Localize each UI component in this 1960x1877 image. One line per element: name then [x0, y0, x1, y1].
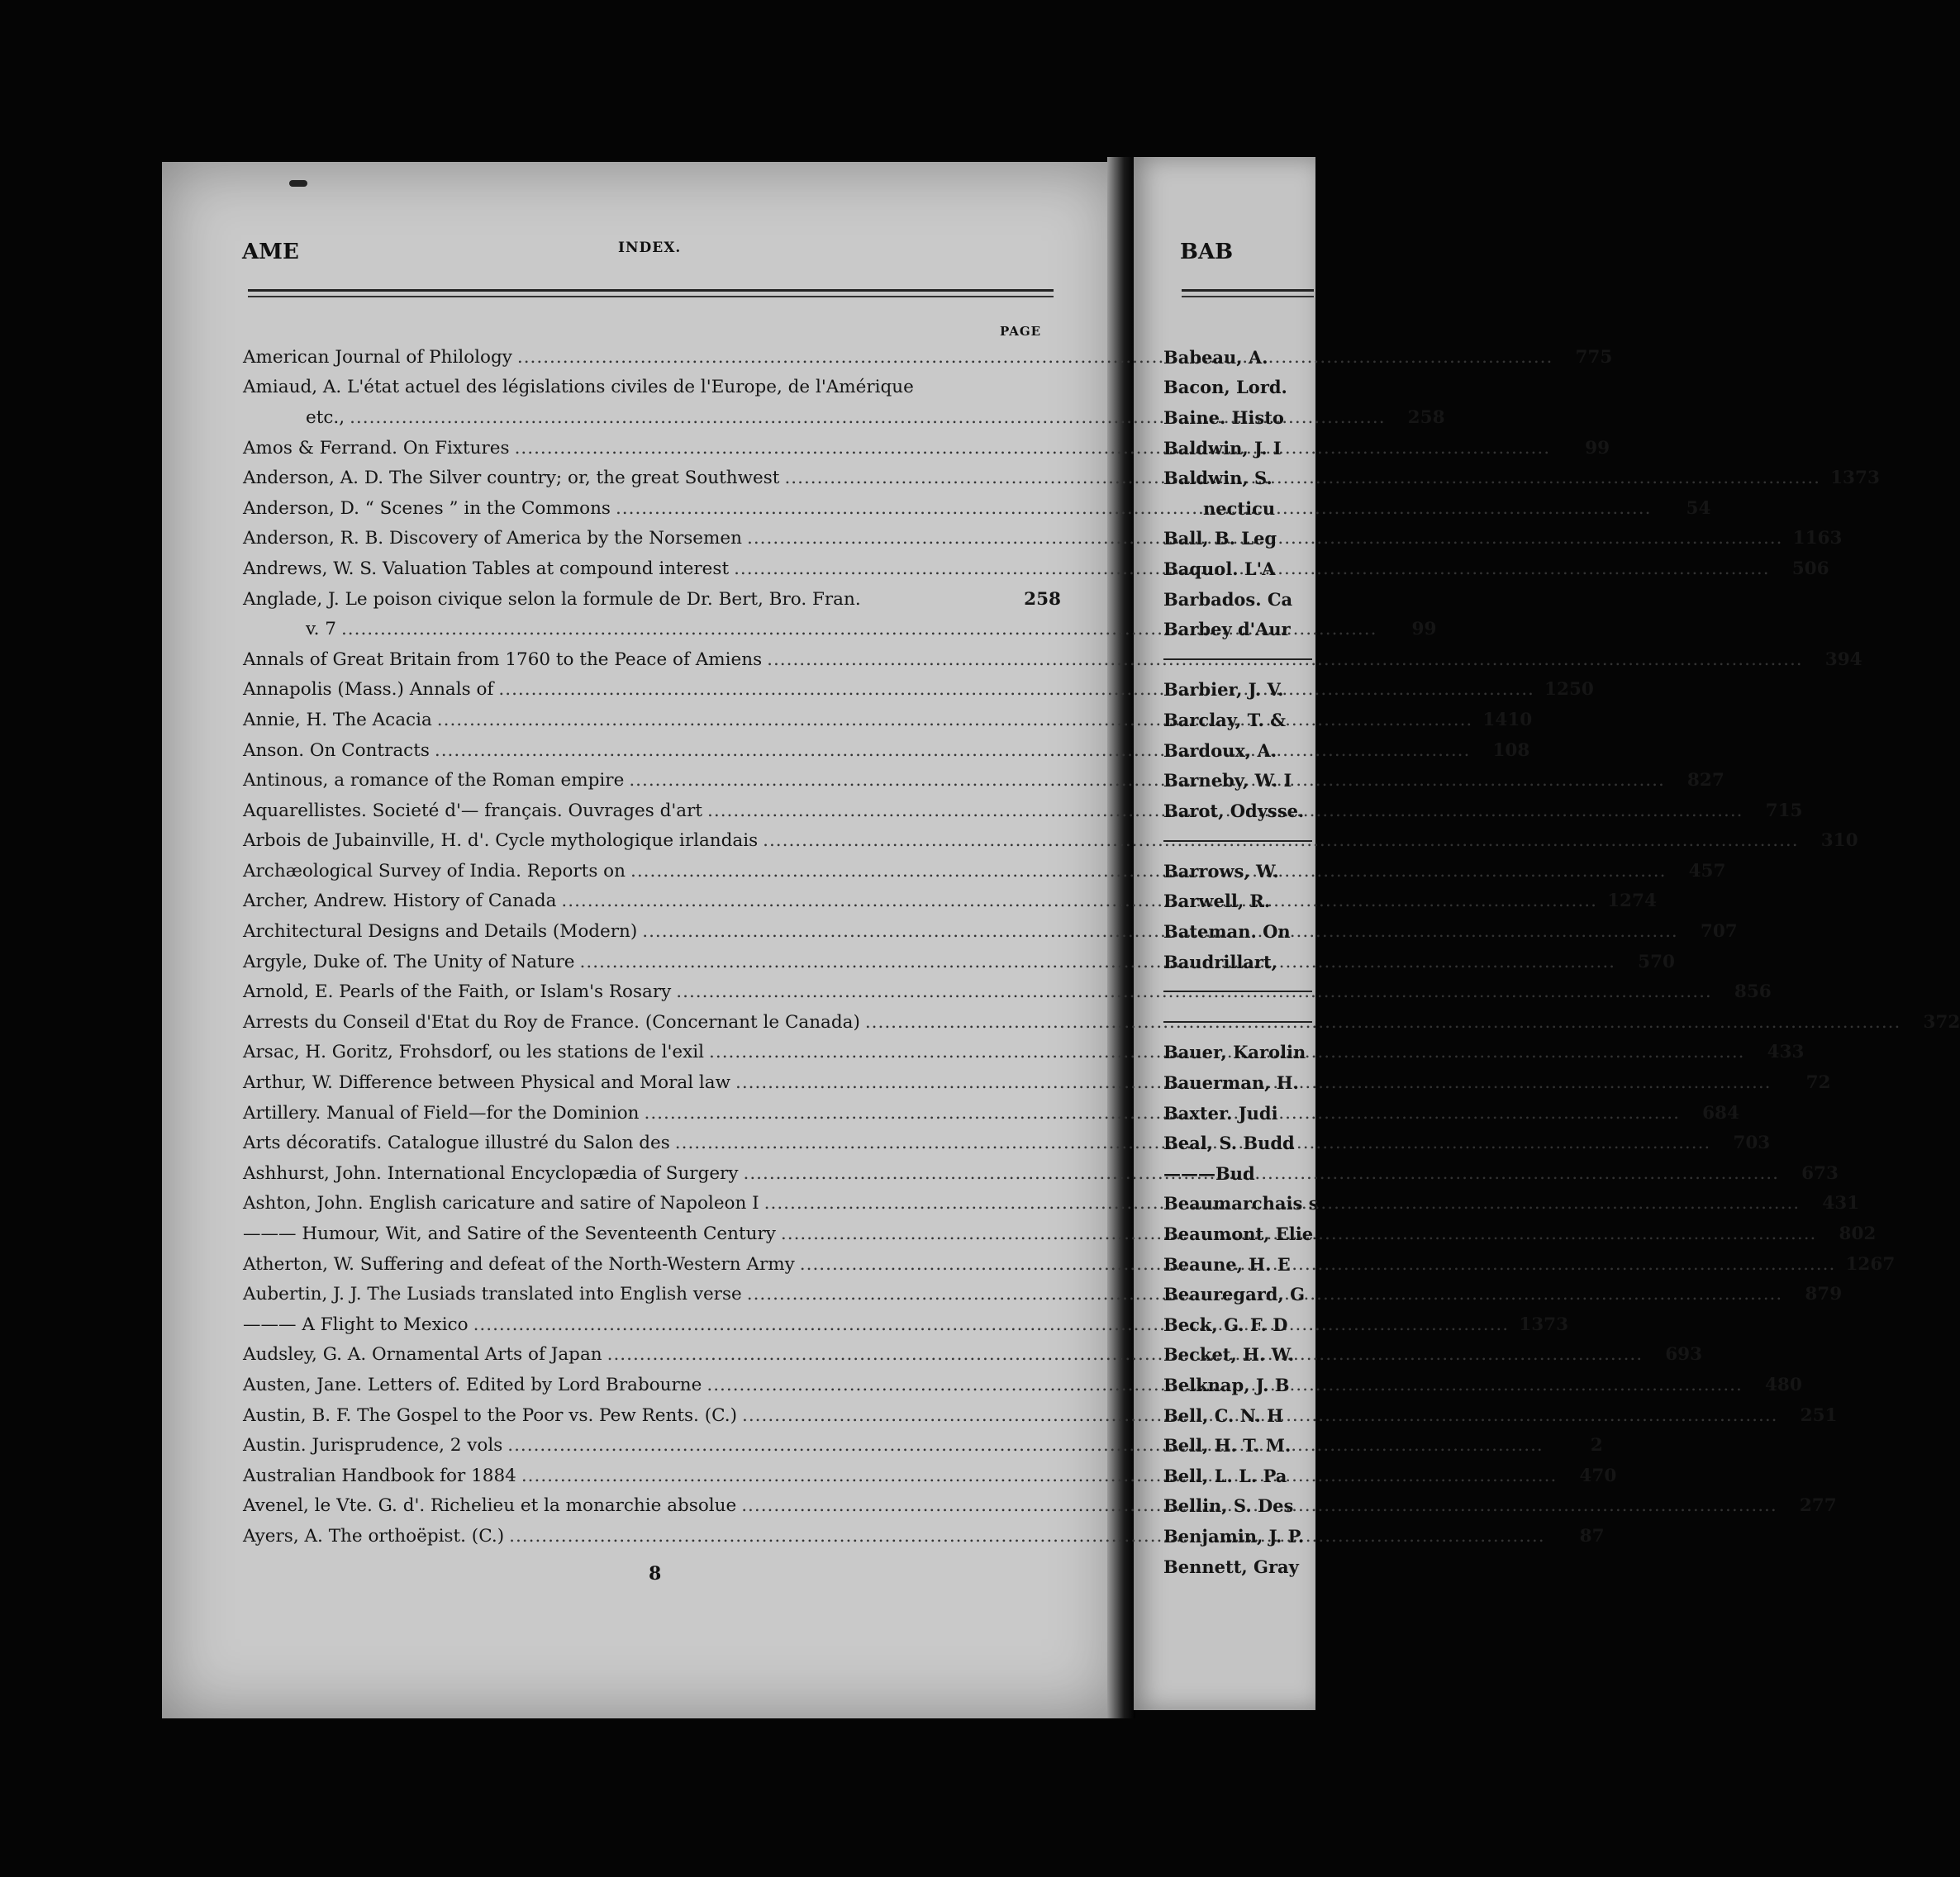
entry-page: 1373	[1519, 1314, 1569, 1335]
header-rule	[1182, 289, 1314, 292]
page-column-label: PAGE	[1000, 324, 1042, 339]
leader-dots	[507, 1435, 1543, 1456]
entry-title: Anderson, R. B. Discovery of America by the Norsemen	[243, 528, 742, 549]
entry-page: 457	[1688, 860, 1726, 881]
right-entry: Ball, B. Leg	[1163, 528, 1277, 549]
entry-page: 431	[1822, 1193, 1860, 1214]
leader-dots	[580, 952, 1615, 972]
right-entry: Bell, H. T. M.	[1163, 1435, 1292, 1456]
leader-dots	[607, 1344, 1643, 1365]
right-entry: Bacon, Lord.	[1163, 377, 1287, 398]
entry-page: 879	[1805, 1284, 1843, 1305]
entry-page: 433	[1767, 1042, 1805, 1063]
entry-title: Avenel, le Vte. G. d'. Richelieu et la monarchie absolue	[243, 1495, 737, 1517]
right-entry: Baudrillart,	[1163, 951, 1277, 972]
entry-title: Arts décoratifs. Catalogue illustré du Salon des	[243, 1133, 670, 1154]
entry-page: 87	[1579, 1525, 1605, 1547]
entry-title: Annie, H. The Acacia	[243, 709, 432, 730]
right-entry: Babeau, A.	[1163, 346, 1268, 368]
entry-page: 1274	[1607, 891, 1657, 912]
entry-title: Anson. On Contracts	[243, 739, 430, 761]
entry-title: Arbois de Jubainville, H. d'. Cycle mythologique irlandais	[243, 830, 759, 852]
entry-page: 54	[1686, 497, 1711, 519]
leader-dots	[630, 861, 1666, 881]
entry-page: 2	[1590, 1435, 1603, 1456]
entry-page: 775	[1575, 346, 1613, 368]
leader-dots	[616, 498, 1651, 519]
entry-title: Anderson, D. “ Scenes ” in the Commons	[243, 497, 611, 519]
entry-title: Amos & Ferrand. On Fixtures	[243, 437, 510, 459]
right-entry: Bellin, S. Des	[1163, 1495, 1294, 1517]
entry-page: 856	[1734, 981, 1772, 1003]
running-head-center: INDEX.	[618, 240, 682, 256]
entry-page: 1373	[1830, 468, 1880, 489]
right-entry: Belknap, J. B	[1163, 1374, 1290, 1395]
entry-title: Atherton, W. Suffering and defeat of the North-Western Army	[243, 1253, 795, 1275]
entry-page: 1163	[1792, 528, 1843, 549]
entry-title: Arthur, W. Difference between Physical and Moral law	[243, 1072, 731, 1094]
entry-page: 707	[1700, 921, 1738, 943]
index-entry	[243, 373, 1061, 403]
right-entry: ———Bud	[1163, 1162, 1255, 1184]
index-entry	[243, 826, 1858, 857]
right-entry: Beal, S. Budd	[1163, 1133, 1295, 1154]
entry-title: Artillery. Manual of Field—for the Dominion	[243, 1102, 640, 1124]
entry-page: 1250	[1544, 679, 1594, 701]
entry-title: Amiaud, A. L'état actuel des législations civiles de l'Europe, de l'Amérique	[243, 377, 914, 398]
entry-page: 394	[1824, 649, 1862, 670]
entry-page: 99	[1411, 619, 1437, 640]
entry-title: Argyle, Duke of. The Unity of Nature	[243, 951, 575, 972]
entry-title: ——— Humour, Wit, and Satire of the Seventeenth Century	[243, 1224, 776, 1245]
right-entry: Barrows, W.	[1163, 860, 1279, 881]
right-entry: Baxter. Judi	[1163, 1102, 1278, 1124]
leader-dots	[865, 1012, 1901, 1033]
entry-title: Austen, Jane. Letters of. Edited by Lord Brabourne	[243, 1374, 702, 1395]
right-entry: Beaumont, Elie	[1163, 1224, 1314, 1245]
ink-speck	[289, 180, 307, 187]
section-rule	[1163, 1007, 1320, 1038]
entry-title: Arnold, E. Pearls of the Faith, or Islam's Rosary	[243, 981, 672, 1003]
right-entry: Barclay, T. &	[1163, 709, 1287, 730]
index-entry	[243, 1007, 1960, 1038]
index-entry	[243, 584, 1061, 615]
entry-title: Arrests du Conseil d'Etat du Roy de France. (Concernant le Canada)	[243, 1011, 860, 1033]
entry-page: 72	[1805, 1072, 1831, 1094]
entry-title: Andrews, W. S. Valuation Tables at compound interest	[243, 558, 730, 579]
entry-title: Arsac, H. Goritz, Frohsdorf, ou les stations de l'exil	[243, 1042, 705, 1063]
right-entry: Bardoux, A.	[1163, 739, 1277, 761]
entry-page: 673	[1801, 1162, 1839, 1184]
entry-page: 99	[1585, 437, 1610, 459]
section-rule	[1163, 826, 1320, 857]
leader-dots	[561, 891, 1596, 911]
right-entry: Beck, G. F. D	[1163, 1314, 1288, 1335]
right-entry: Bell, L. L. Pa	[1163, 1465, 1287, 1486]
entry-title: Austin. Jurisprudence, 2 vols	[243, 1435, 503, 1456]
entry-page: 506	[1791, 558, 1829, 579]
entry-title: ——— A Flight to Mexico	[243, 1314, 469, 1335]
right-entry: Barbados. Ca	[1163, 588, 1293, 610]
entry-page: 715	[1765, 800, 1803, 821]
right-entry: Beaumarchais s	[1163, 1193, 1319, 1214]
entry-page: 108	[1492, 739, 1530, 761]
right-entry: necticu	[1203, 497, 1276, 519]
entry-title: Australian Handbook for 1884	[243, 1465, 516, 1486]
entry-title: Annapolis (Mass.) Annals of	[243, 679, 494, 701]
entry-page: 251	[1800, 1404, 1838, 1426]
entry-page: 258	[1024, 588, 1061, 610]
entry-title: Aquarellistes. Societé d'— français. Ouvrages d'art	[243, 800, 703, 821]
entry-page: 570	[1638, 951, 1676, 972]
entry-title: Aubertin, J. J. The Lusiads translated into English verse	[243, 1284, 742, 1305]
right-entry: Bennett, Gray	[1163, 1556, 1299, 1577]
entry-title: American Journal of Philology	[243, 346, 512, 368]
right-entry: Beaune, H. E	[1163, 1253, 1291, 1275]
right-entry: Barot, Odysse.	[1163, 800, 1305, 821]
right-entry: Baldwin, J. I	[1163, 437, 1282, 459]
right-entry: Barneby, W. I	[1163, 770, 1292, 791]
leader-dots	[517, 347, 1553, 368]
right-entry: Bell, C. N. H	[1163, 1404, 1283, 1426]
entry-title: Archæological Survey of India. Reports on	[243, 860, 626, 881]
entry-page: 1267	[1845, 1253, 1896, 1275]
leader-dots	[645, 1103, 1680, 1124]
entry-page: 277	[1799, 1495, 1837, 1517]
page-number: 8	[649, 1563, 662, 1585]
entry-title: Austin, B. F. The Gospel to the Poor vs. Pew Rents. (C.)	[243, 1404, 738, 1426]
right-entry: Barbier, J. V.	[1163, 679, 1284, 701]
section-rule	[1163, 644, 1320, 675]
header-rule	[248, 289, 1054, 292]
leader-dots	[629, 770, 1664, 791]
entry-title: v. 7	[306, 619, 336, 640]
index-entry	[243, 644, 1862, 675]
entry-title: Archer, Andrew. History of Canada	[243, 891, 557, 912]
entry-title: Annals of Great Britain from 1760 to the Peace of Amiens	[243, 649, 763, 670]
entry-page: 372	[1923, 1011, 1960, 1033]
right-entry: Beauregard, G	[1163, 1284, 1306, 1305]
entry-page: 684	[1702, 1102, 1739, 1124]
leader-dots	[498, 679, 1534, 700]
index-entry	[243, 977, 1772, 1007]
right-entry: Barwell, R.	[1163, 891, 1271, 912]
running-head-left: AME	[242, 240, 299, 264]
entry-page: 258	[1407, 406, 1445, 428]
entry-title: Anglade, J. Le poison civique selon la formule de Dr. Bert, Bro. Fran.	[243, 588, 861, 610]
right-entry: Baine. Histo	[1163, 406, 1284, 428]
entry-title: Anderson, A. D. The Silver country; or, the great Southwest	[243, 468, 780, 489]
right-entry: Baldwin, S.	[1163, 468, 1273, 489]
right-entry: Benjamin, J. P.	[1163, 1525, 1305, 1547]
entry-page: 802	[1839, 1224, 1877, 1245]
entry-title: Architectural Designs and Details (Modern)	[243, 921, 638, 943]
entry-title: Ayers, A. The orthoëpist. (C.)	[243, 1525, 505, 1547]
leader-dots	[521, 1466, 1557, 1486]
entry-title: etc.,	[306, 406, 345, 428]
leader-dots	[515, 438, 1550, 459]
leader-dots	[642, 921, 1677, 942]
entry-page: 470	[1579, 1465, 1617, 1486]
entry-page: 693	[1665, 1344, 1703, 1366]
section-rule	[1163, 977, 1320, 1007]
right-entry: Barbey d'Aur	[1163, 619, 1291, 640]
entry-page: 480	[1764, 1374, 1802, 1395]
entry-title: Ashhurst, John. International Encyclopædia of Surgery	[243, 1162, 739, 1184]
right-entry: Baquol. L'A	[1163, 558, 1276, 579]
right-entry: Bauerman, H.	[1163, 1072, 1299, 1094]
header-rule	[248, 296, 1054, 297]
entry-title: Antinous, a romance of the Roman empire	[243, 770, 625, 791]
right-entry: Becket, H. W.	[1163, 1344, 1295, 1366]
entry-title: Ashton, John. English caricature and satire of Napoleon I	[243, 1193, 759, 1214]
leader-dots	[473, 1314, 1509, 1335]
right-entry: Bateman. On	[1163, 921, 1291, 943]
entry-title: Audsley, G. A. Ornamental Arts of Japan	[243, 1344, 602, 1366]
running-head-right: BAB	[1180, 240, 1234, 264]
entry-page: 703	[1733, 1133, 1771, 1154]
entry-page: 310	[1820, 830, 1858, 852]
entry-page: 827	[1686, 770, 1725, 791]
right-page-entries	[1163, 342, 1320, 1581]
right-entry: Bauer, Karolin	[1163, 1042, 1306, 1063]
leader-dots	[509, 1526, 1544, 1547]
header-rule	[1182, 296, 1314, 297]
entry-page: 1410	[1482, 709, 1533, 730]
